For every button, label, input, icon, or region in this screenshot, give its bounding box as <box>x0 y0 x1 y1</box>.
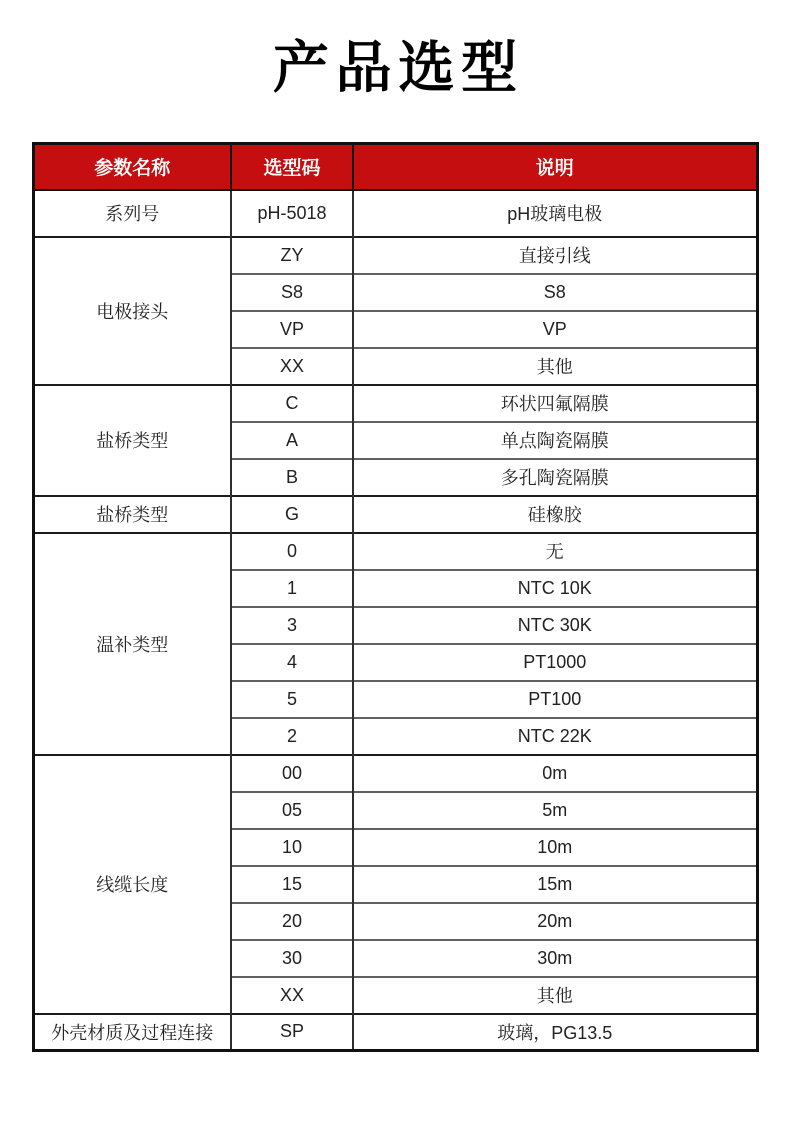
description-cell: NTC 10K <box>353 570 757 607</box>
parameter-name-cell: 电极接头 <box>33 237 231 385</box>
table-body <box>33 190 757 1051</box>
selection-code-cell: C <box>231 385 353 422</box>
description-cell: 其他 <box>353 348 757 385</box>
selection-code-cell: G <box>231 496 353 533</box>
description-cell: 硅橡胶 <box>353 496 757 533</box>
selection-code-cell: 05 <box>231 792 353 829</box>
table-row <box>33 190 757 237</box>
description-cell: 玻璃，PG13.5 <box>353 1014 757 1051</box>
table-row <box>33 237 757 274</box>
selection-code-cell: SP <box>231 1014 353 1051</box>
selection-code-cell: 30 <box>231 940 353 977</box>
column-header-parameter-name: 参数名称 <box>33 144 231 190</box>
selection-code-cell: 15 <box>231 866 353 903</box>
selection-code-cell: 1 <box>231 570 353 607</box>
table-row <box>33 385 757 422</box>
description-cell: 20m <box>353 903 757 940</box>
parameter-name-cell: 系列号 <box>33 190 231 237</box>
description-cell: 15m <box>353 866 757 903</box>
page-title: 产品选型 <box>272 36 524 99</box>
description-cell: 直接引线 <box>353 237 757 274</box>
column-header-description: 说明 <box>353 144 757 190</box>
parameter-name-cell: 盐桥类型 <box>33 385 231 496</box>
selection-code-cell: 20 <box>231 903 353 940</box>
description-cell: S8 <box>353 274 757 311</box>
parameter-name-cell: 线缆长度 <box>33 755 231 1014</box>
header-row <box>33 144 757 190</box>
description-cell: 无 <box>353 533 757 570</box>
selection-code-cell: 5 <box>231 681 353 718</box>
selection-code-cell: 00 <box>231 755 353 792</box>
description-cell: 30m <box>353 940 757 977</box>
description-cell: 多孔陶瓷隔膜 <box>353 459 757 496</box>
selection-code-cell: 4 <box>231 644 353 681</box>
parameter-name-cell: 外壳材质及过程连接 <box>33 1014 231 1051</box>
selection-code-cell: 2 <box>231 718 353 755</box>
selection-code-cell: ZY <box>231 237 353 274</box>
selection-code-cell: 10 <box>231 829 353 866</box>
table-row <box>33 755 757 792</box>
selection-code-cell: 3 <box>231 607 353 644</box>
table-header <box>33 144 757 190</box>
selection-code-cell: XX <box>231 977 353 1014</box>
description-cell: 单点陶瓷隔膜 <box>353 422 757 459</box>
description-cell: VP <box>353 311 757 348</box>
selection-code-cell: 0 <box>231 533 353 570</box>
description-cell: PT100 <box>353 681 757 718</box>
selection-code-cell: VP <box>231 311 353 348</box>
description-cell: pH玻璃电极 <box>353 190 757 237</box>
description-cell: 0m <box>353 755 757 792</box>
description-cell: NTC 30K <box>353 607 757 644</box>
product-selection-table <box>32 142 759 1052</box>
selection-code-cell: A <box>231 422 353 459</box>
selection-code-cell: S8 <box>231 274 353 311</box>
table-row <box>33 496 757 533</box>
selection-code-cell: B <box>231 459 353 496</box>
table-row <box>33 1014 757 1051</box>
description-cell: 其他 <box>353 977 757 1014</box>
description-cell: PT1000 <box>353 644 757 681</box>
column-header-selection-code: 选型码 <box>231 144 353 190</box>
table-row <box>33 533 757 570</box>
parameter-name-cell: 盐桥类型 <box>33 496 231 533</box>
description-cell: 5m <box>353 792 757 829</box>
selection-code-cell: pH-5018 <box>231 190 353 237</box>
description-cell: NTC 22K <box>353 718 757 755</box>
selection-code-cell: XX <box>231 348 353 385</box>
description-cell: 10m <box>353 829 757 866</box>
description-cell: 环状四氟隔膜 <box>353 385 757 422</box>
parameter-name-cell: 温补类型 <box>33 533 231 755</box>
